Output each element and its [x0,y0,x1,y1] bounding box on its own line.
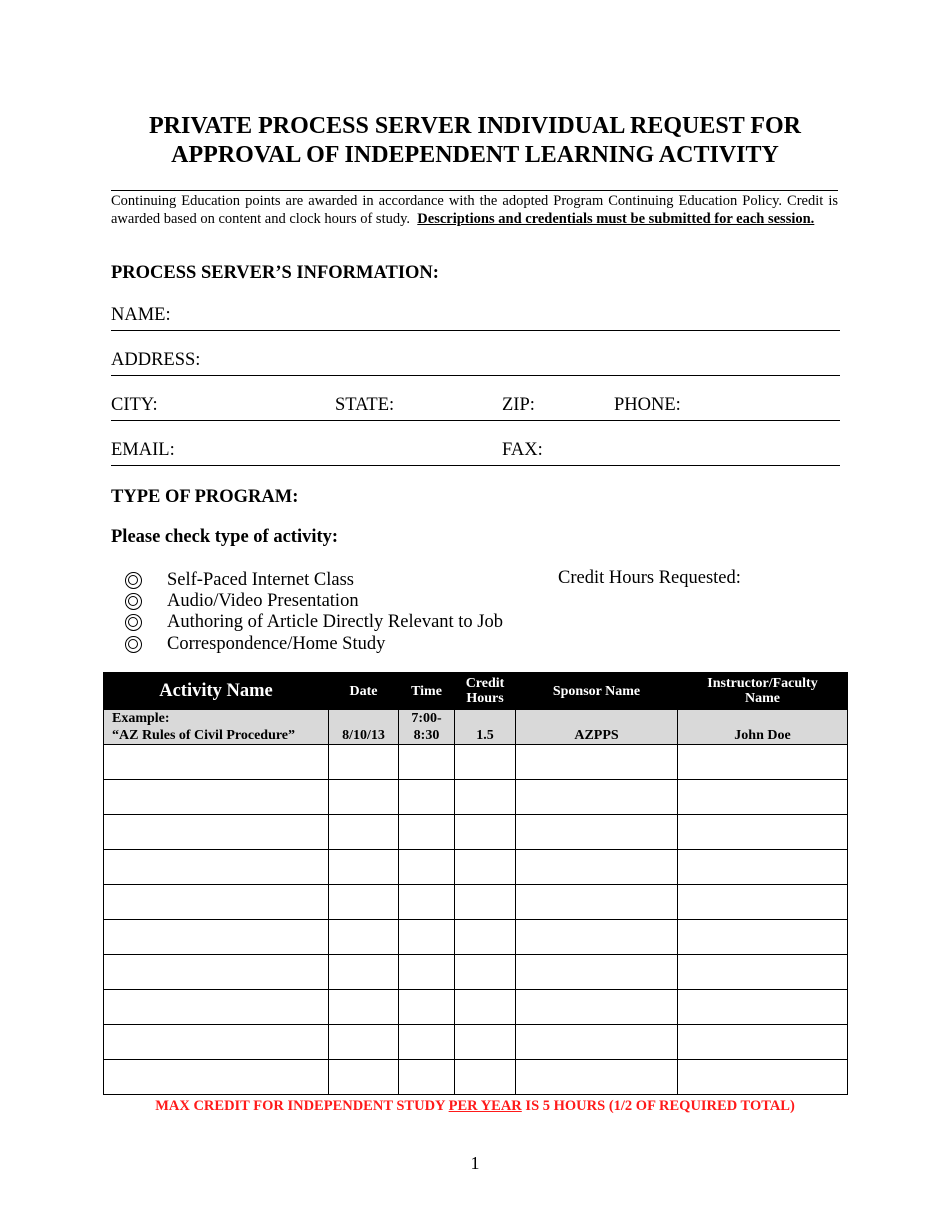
radio-circle-icon[interactable] [125,636,142,653]
city-label: CITY: [111,395,158,415]
cell-activity[interactable] [104,1060,329,1095]
zip-label: ZIP: [502,395,535,415]
cell-credit[interactable] [455,920,516,955]
cell-activity[interactable] [104,920,329,955]
fax-label: FAX: [502,440,543,460]
header-instructor-line2: Name [745,691,780,706]
cell-instructor[interactable] [678,1025,848,1060]
cell-date[interactable] [329,920,399,955]
cell-date[interactable] [329,1060,399,1095]
cell-instructor[interactable] [678,920,848,955]
max-credit-part1: MAX CREDIT FOR INDEPENDENT STUDY [155,1098,449,1114]
cell-credit[interactable] [455,885,516,920]
header-credit-hours [455,673,516,710]
cell-instructor[interactable] [678,885,848,920]
cell-time[interactable] [399,920,455,955]
radio-circle-icon[interactable] [125,572,142,589]
cell-sponsor[interactable] [516,885,678,920]
email-fax-row[interactable] [111,435,840,466]
header-activity-name: Activity Name [104,673,329,710]
cell-time[interactable] [399,815,455,850]
cell-instructor[interactable] [678,745,848,780]
cell-activity[interactable] [104,885,329,920]
cell-time[interactable] [399,850,455,885]
header-credit-line2: Hours [466,691,504,706]
cell-time[interactable] [399,1025,455,1060]
cell-sponsor[interactable] [516,1025,678,1060]
cell-activity[interactable] [104,850,329,885]
example-activity-cell [104,710,329,745]
example-credit: 1.5 [455,710,516,745]
address-label: ADDRESS: [111,350,201,370]
table-row[interactable] [104,955,848,990]
cell-sponsor[interactable] [516,920,678,955]
form-title: PRIVATE PROCESS SERVER INDIVIDUAL REQUEST FOR APPROVAL OF INDEPENDENT LEARNING ACTIVITY [149,113,801,168]
cell-sponsor[interactable] [516,850,678,885]
cell-instructor[interactable] [678,780,848,815]
state-label: STATE: [335,395,395,415]
page-number: 1 [470,1153,480,1173]
max-credit-notice [103,1098,847,1115]
header-instructor-name [678,673,848,710]
table-row[interactable] [104,850,848,885]
cell-sponsor[interactable] [516,955,678,990]
cell-date[interactable] [329,990,399,1025]
header-date: Date [329,673,399,710]
cell-activity[interactable] [104,990,329,1025]
example-label: Example: [112,711,170,726]
table-row[interactable] [104,885,848,920]
cell-date[interactable] [329,745,399,780]
server-info-heading: PROCESS SERVER’S INFORMATION: [111,263,439,283]
table-row[interactable] [104,990,848,1025]
example-time-start: 7:00- [411,711,442,726]
cell-credit[interactable] [455,780,516,815]
email-label: EMAIL: [111,440,175,460]
example-time-cell [399,710,455,745]
cell-time[interactable] [399,1060,455,1095]
name-field[interactable] [111,300,840,331]
cell-activity[interactable] [104,815,329,850]
cell-activity[interactable] [104,780,329,815]
cell-activity[interactable] [104,1025,329,1060]
table-row[interactable] [104,1060,848,1095]
radio-circle-icon[interactable] [125,614,142,631]
header-credit-line1: Credit [465,676,505,691]
cell-time[interactable] [399,990,455,1025]
cell-sponsor[interactable] [516,990,678,1025]
cell-time[interactable] [399,745,455,780]
header-instructor-line1: Instructor/Faculty [707,676,818,691]
cell-sponsor[interactable] [516,815,678,850]
cell-credit[interactable] [455,1060,516,1095]
cell-credit[interactable] [455,850,516,885]
phone-label: PHONE: [614,395,681,415]
table-row[interactable] [104,920,848,955]
header-time: Time [399,673,455,710]
check-prompt: Please check type of activity: [111,527,339,547]
credit-hours-requested-label: Credit Hours Requested: [558,568,741,588]
cell-activity[interactable] [104,955,329,990]
cell-credit[interactable] [455,990,516,1025]
example-instructor: John Doe [678,710,848,745]
intro-emphasis: Descriptions and credentials must be submitted for each session. [417,211,815,227]
cell-instructor[interactable] [678,1060,848,1095]
cell-date[interactable] [329,1025,399,1060]
option-label: Self-Paced Internet Class [167,570,354,590]
cell-date[interactable] [329,955,399,990]
example-sponsor: AZPPS [516,710,678,745]
cell-sponsor[interactable] [516,745,678,780]
cell-instructor[interactable] [678,990,848,1025]
table-row[interactable] [104,780,848,815]
cell-sponsor[interactable] [516,780,678,815]
option-label: Authoring of Article Directly Relevant to Job [167,612,504,632]
table-row[interactable] [104,745,848,780]
cell-time[interactable] [399,885,455,920]
cell-time[interactable] [399,780,455,815]
cell-instructor[interactable] [678,955,848,990]
cell-credit[interactable] [455,1025,516,1060]
option-label: Audio/Video Presentation [167,591,359,611]
program-heading: TYPE OF PROGRAM: [111,487,299,507]
intro-paragraph [111,192,838,228]
intro-text: Continuing Education points are awarded in accordance with the adopted Program Continuing Education Policy. Credit is awarded based on content and clock hours of study. [111,193,838,227]
cell-instructor[interactable] [678,850,848,885]
example-date: 8/10/13 [329,710,399,745]
header-sponsor-name: Sponsor Name [516,673,678,710]
table-row[interactable] [104,815,848,850]
cell-time[interactable] [399,955,455,990]
cell-date[interactable] [329,780,399,815]
option-label: Correspondence/Home Study [167,634,386,654]
example-time-end: 8:30 [413,728,440,743]
name-label: NAME: [111,305,171,325]
cell-date[interactable] [329,850,399,885]
table-row[interactable] [104,1025,848,1060]
max-credit-per-year: PER YEAR [448,1098,522,1114]
radio-circle-icon[interactable] [125,593,142,610]
city-state-zip-phone-row[interactable] [111,390,840,421]
cell-credit[interactable] [455,815,516,850]
cell-date[interactable] [329,815,399,850]
cell-sponsor[interactable] [516,1060,678,1095]
cell-date[interactable] [329,885,399,920]
cell-instructor[interactable] [678,815,848,850]
address-field[interactable] [111,345,840,376]
cell-credit[interactable] [455,955,516,990]
activity-table [103,672,848,1095]
example-activity: “AZ Rules of Civil Procedure” [112,728,296,743]
example-row [104,710,848,745]
cell-activity[interactable] [104,745,329,780]
max-credit-part2: IS 5 HOURS (1/2 OF REQUIRED TOTAL) [521,1098,795,1114]
cell-credit[interactable] [455,745,516,780]
intro-divider [111,190,838,191]
table-header-row [104,673,848,710]
